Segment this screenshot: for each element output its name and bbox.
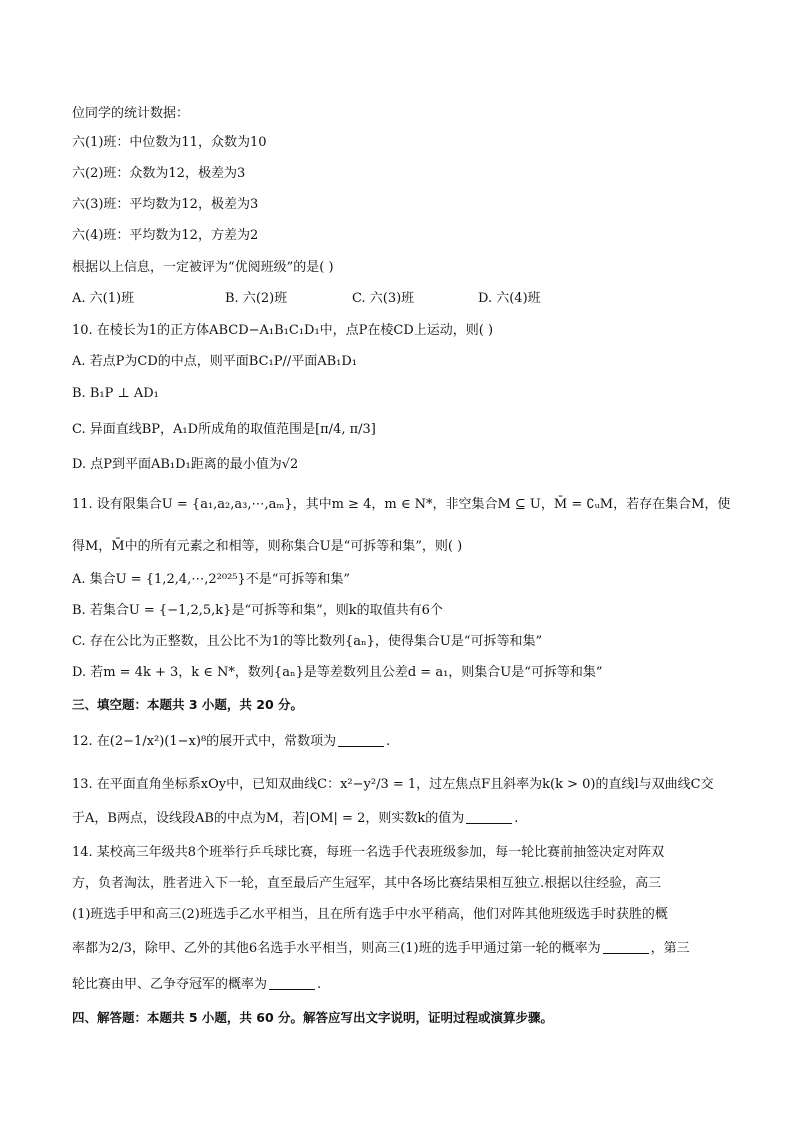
q12-text: 12. 在(2−1/x²)(1−x)⁸的展开式中，常数项为 bbox=[72, 734, 337, 749]
q10-option-a: A. 若点P为CD的中点，则平面BC₁P//平面AB₁D₁ bbox=[72, 354, 358, 369]
q9-stem: 根据以上信息，一定被评为“优阅班级”的是( ) bbox=[72, 260, 334, 275]
q14-line-4 bbox=[72, 939, 690, 959]
q10-option-d: D. 点P到平面AB₁D₁距离的最小值为√2 bbox=[72, 457, 299, 472]
q11-option-a: A. 集合U = {1,2,4,⋯,2²⁰²⁵}不是“可拆等和集” bbox=[72, 572, 351, 587]
q14-answer-blank-1 bbox=[603, 939, 649, 954]
q13-text: 于A，B两点，设线段AB的中点为M，若|OM| = 2，则实数k的值为 bbox=[72, 811, 465, 826]
q12-line bbox=[72, 732, 390, 752]
q9-option-d: D. 六(4)班 bbox=[478, 291, 541, 306]
q14-text-4-end: ，第三 bbox=[650, 941, 690, 956]
section-4-heading: 四、解答题：本题共 5 小题，共 60 分。解答应写出文字说明，证明过程或演算步骤。 bbox=[72, 1010, 554, 1025]
q14-line-1: 14. 某校高三年级共8个班举行乒乓球比赛，每班一名选手代表班级参加，每一轮比赛前抽签决定对阵双 bbox=[72, 845, 665, 860]
intro-text: 位同学的统计数据： bbox=[72, 106, 190, 121]
q11-stem-line-1: 11. 设有限集合U = {a₁,a₂,a₃,⋯,aₘ}，其中m ≥ 4，m ∈ N*，非空集合M ⊆ U，M̄ = ∁ᵤM，若存在集合M，使 bbox=[72, 497, 731, 512]
section-3-heading: 三、填空题：本题共 3 小题，共 20 分。 bbox=[72, 697, 304, 712]
q10-stem: 10. 在棱长为1的正方体ABCD−A₁B₁C₁D₁中，点P在棱CD上运动，则( ) bbox=[72, 323, 494, 338]
q13-answer-blank bbox=[466, 809, 512, 824]
q10-option-b: B. B₁P ⊥ AD₁ bbox=[72, 386, 159, 401]
q14-line-3: (1)班选手甲和高三(2)班选手乙水平相当，且在所有选手中水平稍高，他们对阵其他班级选手时获胜的概 bbox=[72, 907, 668, 922]
q9-option-c: C. 六(3)班 bbox=[352, 291, 415, 306]
q11-stem-line-2: 得M，M̄中的所有元素之和相等，则称集合U是“可拆等和集”，则( ) bbox=[72, 539, 463, 554]
q11-option-b: B. 若集合U = {−1,2,5,k}是“可拆等和集”，则k的取值共有6个 bbox=[72, 603, 443, 618]
q14-line-2: 方，负者淘汰，胜者进入下一轮，直至最后产生冠军，其中各场比赛结果相互独立.根据以往经验，高三 bbox=[72, 876, 662, 891]
q14-text-5: 轮比赛由甲、乙争夺冠军的概率为 bbox=[72, 977, 268, 992]
q11-option-d: D. 若m = 4k + 3，k ∈ N*，数列{aₙ}是等差数列且公差d = a₁，则集合U是“可拆等和集” bbox=[72, 665, 603, 680]
q13-line-2 bbox=[72, 809, 518, 829]
q14-answer-blank-2 bbox=[269, 975, 315, 990]
q14-text-4: 率都为2/3，除甲、乙外的其他6名选手水平相当，则高三(1)班的选手甲通过第一轮的概率为 bbox=[72, 941, 601, 956]
q12-end: . bbox=[386, 734, 391, 749]
q9-options bbox=[72, 289, 732, 309]
q12-answer-blank bbox=[338, 732, 384, 747]
stat-line-3: 六(3)班：平均数为12，极差为3 bbox=[72, 197, 259, 212]
q13-end: . bbox=[514, 811, 519, 826]
q9-option-a: A. 六(1)班 bbox=[72, 291, 135, 306]
q14-line-5 bbox=[72, 975, 321, 995]
q11-option-c: C. 存在公比为正整数，且公比不为1的等比数列{aₙ}，使得集合U是“可拆等和集” bbox=[72, 634, 543, 649]
q13-line-1: 13. 在平面直角坐标系xOy中，已知双曲线C：x²−y²/3 = 1，过左焦点F且斜率为k(k > 0)的直线l与双曲线C交 bbox=[72, 777, 714, 792]
stat-line-1: 六(1)班：中位数为11，众数为10 bbox=[72, 135, 267, 150]
stat-line-4: 六(4)班：平均数为12，方差为2 bbox=[72, 228, 259, 243]
stat-line-2: 六(2)班：众数为12，极差为3 bbox=[72, 166, 246, 181]
q9-option-b: B. 六(2)班 bbox=[225, 291, 288, 306]
q10-option-c: C. 异面直线BP，A₁D所成角的取值范围是[π/4, π/3] bbox=[72, 422, 376, 437]
q14-text-5-end: . bbox=[317, 977, 322, 992]
